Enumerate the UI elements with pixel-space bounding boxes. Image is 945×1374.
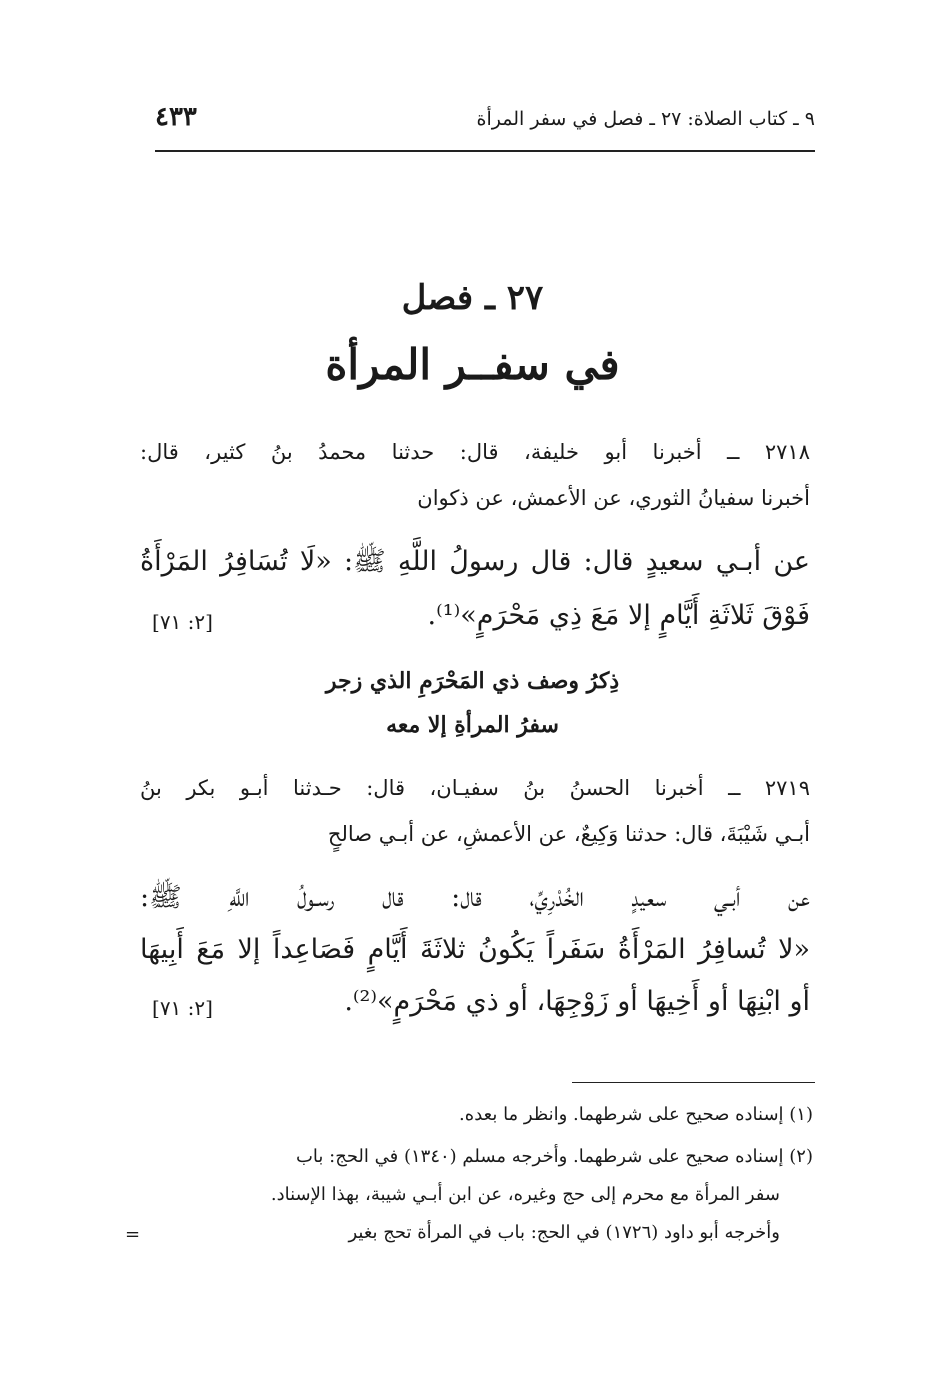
footnote-1: (١) إسناده صحيح على شرطهما. وانظر ما بعده. <box>459 1104 813 1125</box>
hadith-2719-citation: [٢: ٧١] <box>152 996 213 1020</box>
hadith-2718-citation: [٢: ٧١] <box>152 610 213 634</box>
footnote-2-line-3: وأخرجه أبو داود (١٧٢٦) في الحج: باب في المرأة تحج بغير <box>348 1222 780 1243</box>
hadith-2719-isnad-line-1: ٢٧١٩ ــ أخبرنا الحسنُ بنُ سفيـان، قال: حـدثنا أبـو بكر بنُ <box>140 776 810 800</box>
hadith-2718-matn-line-1: عن أبـي سعيدٍ قال: قال رسولُ اللَّهِ ﷺ: «لَا تُسَافِرُ المَرْأَةُ <box>140 546 810 577</box>
running-header-title: ٩ ـ كتاب الصلاة: ٢٧ ـ فصل في سفر المرأة <box>476 108 815 130</box>
footnote-divider <box>572 1082 815 1083</box>
hadith-2718-matn-line-2: فَوْقَ ثَلاثَةِ أَيَّامٍ إلا مَعَ ذِي مَحْرَمٍ»⁽¹⁾. <box>427 600 810 631</box>
hadith-2719-matn-line-2: «لا تُسافِرُ المَرْأَةُ سَفَراً يَكُونُ ثلاثَةَ أَيَّامٍ فَصَاعِداً إلا مَعَ أَبِيهَا <box>140 934 810 965</box>
chapter-number: ٢٧ ـ فصل <box>401 278 544 318</box>
running-header <box>155 102 815 142</box>
hadith-2718-isnad-line-1: ٢٧١٨ ــ أخبرنا أبو خليفة، قال: حدثنا محمدُ بنُ كثير، قال: <box>140 440 810 464</box>
hadith-2718-isnad-line-2: أخبرنا سفيانُ الثوري، عن الأعمش، عن ذكوان <box>417 486 810 510</box>
footnote-continuation-mark: = <box>125 1224 141 1245</box>
footnote-2-line-2: سفر المرأة مع محرم إلى حج وغيره، عن ابن أبـي شيبة، بهذا الإسناد. <box>270 1184 780 1205</box>
hadith-2719-matn-line-1: عن أبـي سعيدٍ الخُدْرِيِّ، قال: قال رسـولُ اللَّهِ ﷺ: <box>140 882 810 913</box>
header-divider <box>155 150 815 152</box>
page-number: ٤٣٣ <box>155 102 197 132</box>
chapter-title: في سفــر المرأة <box>325 340 620 389</box>
section-subheading-line-2: سفرُ المرأةِ إلا معه <box>386 712 559 738</box>
section-subheading-line-1: ذِكرُ وصف ذي المَحْرَمِ الذي زجر <box>325 668 620 694</box>
footnote-2-line-1: (٢) إسناده صحيح على شرطهما. وأخرجه مسلم (١٣٤٠) في الحج: باب <box>295 1146 813 1167</box>
hadith-2719-matn-line-3: أو ابْنِهَا أو أَخِيهَا أو زَوْجِهَا، أو ذي مَحْرَمٍ»⁽²⁾. <box>344 986 810 1017</box>
hadith-2719-isnad-line-2: أبـي شَيْبَةَ، قال: حدثنا وَكِيعٌ، عن الأعمشِ، عن أبـي صالحٍ <box>327 822 810 846</box>
